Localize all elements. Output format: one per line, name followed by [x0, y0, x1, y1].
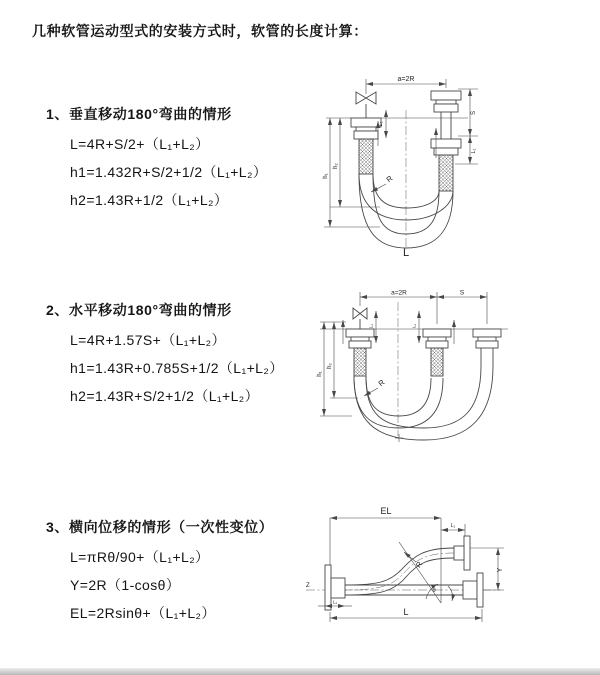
radius-label: R	[384, 173, 395, 185]
radius-label: R	[376, 377, 387, 389]
dimension-l1-left-label: L₁	[332, 599, 338, 605]
dimension-l1-left-label: L₁	[378, 121, 384, 127]
radius-label: R	[413, 559, 425, 570]
datum-z-label: Z	[306, 583, 310, 589]
right-upper-fitting	[431, 91, 461, 139]
section-1-heading: 1、垂直移动180°弯曲的情形	[46, 106, 232, 122]
section-3-formula-el: EL=2Rsinθ+（L₁+L₂）	[70, 605, 216, 621]
section-3-formula-l: L=πRθ/90+（L₁+L₂）	[70, 549, 210, 565]
dimension-l1-right-label: L₁	[471, 148, 477, 154]
section-1-formula-l: L=4R+S/2+（L₁+L₂）	[70, 136, 210, 152]
length-l-label: L	[402, 247, 410, 259]
dimension-l-label: L	[403, 607, 409, 617]
dimension-l1-left-label: L₁	[368, 323, 374, 329]
dimension-a-2r-label: a=2R	[391, 289, 407, 297]
valve-icon	[356, 92, 376, 118]
dimension-s-label: S	[471, 110, 477, 116]
angle-construction	[399, 542, 453, 603]
dimension-h1-label: h₁	[323, 173, 329, 179]
hose-u-bend	[354, 366, 493, 440]
upper-flange	[454, 536, 470, 570]
page-title: 几种软管运动型式的安装方式时，软管的长度计算：	[32, 23, 368, 39]
dimension-a-2r-label: a=2R	[397, 76, 415, 83]
dimension-h2-label: h₂	[327, 363, 333, 369]
hose-s-curve	[344, 548, 454, 595]
bottom-tick	[395, 434, 403, 442]
right-fitting	[473, 329, 501, 366]
section-2-heading: 2、水平移动180°弯曲的情形	[46, 302, 232, 318]
left-fitting	[351, 118, 381, 174]
dimension-l1-mid-label: L₁	[411, 323, 417, 329]
valve-icon	[353, 308, 367, 329]
section-3-heading: 3、横向位移的情形（一次性变位）	[46, 519, 274, 535]
section-2-formula-h2: h2=1.43R+S/2+1/2（L₁+L₂）	[70, 388, 260, 404]
middle-fitting	[423, 329, 451, 376]
diagram-lateral-displacement	[298, 500, 563, 635]
right-lower-fitting	[431, 139, 461, 191]
dimension-h1-label: h₁	[317, 371, 323, 377]
page-bottom-edge	[0, 668, 600, 675]
section-1-formula-h2: h2=1.43R+1/2（L₁+L₂）	[70, 192, 229, 208]
dimension-h2-label: h₂	[333, 163, 339, 169]
diagram-vertical-180-bend	[310, 64, 525, 259]
dimension-el-label: EL	[380, 506, 392, 516]
radius-leader-line	[404, 552, 416, 562]
dimension-l1-top-label: L₁	[450, 523, 456, 529]
angle-theta-label: θ	[432, 588, 436, 594]
section-3-formula-y: Y=2R（1-cosθ）	[70, 577, 181, 593]
diagram-horizontal-180-bend	[312, 286, 527, 448]
section-2-formula-l: L=4R+1.57S+（L₁+L₂）	[70, 332, 226, 348]
radius-leader-line	[364, 388, 378, 396]
section-2-formula-h1: h1=1.43R+0.785S+1/2（L₁+L₂）	[70, 360, 284, 376]
left-fitting	[346, 329, 374, 376]
section-1-formula-h1: h1=1.432R+S/2+1/2（L₁+L₂）	[70, 164, 268, 180]
dimension-y-label: Y	[497, 567, 504, 573]
dimension-s-label: S	[459, 289, 465, 297]
